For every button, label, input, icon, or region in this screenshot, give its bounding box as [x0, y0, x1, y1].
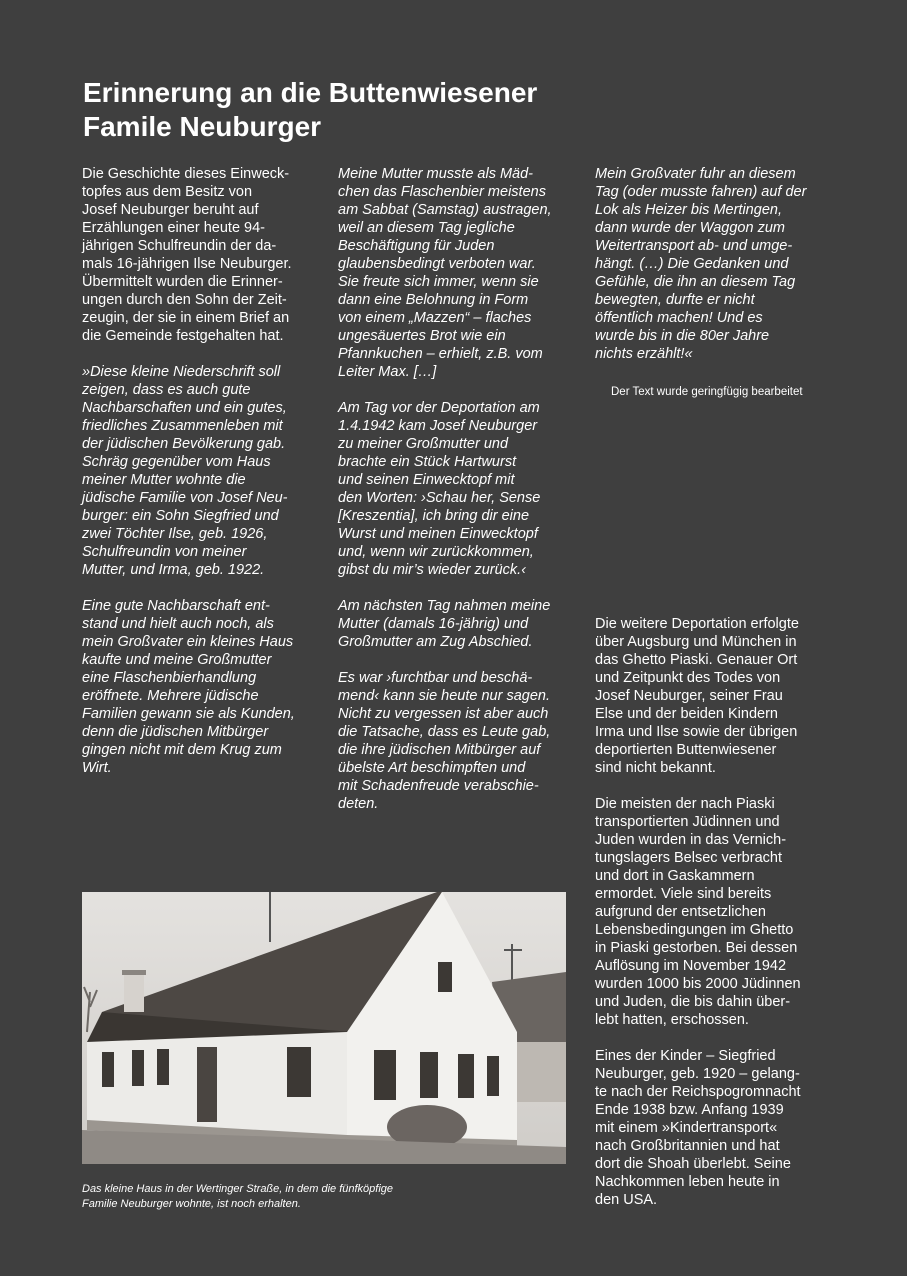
text-line: kaufte und meine Großmutter	[82, 652, 272, 668]
text-line: wurde bis in die 80er Jahre	[595, 328, 770, 344]
text-line: denn die jüdischen Mitbürger	[82, 724, 269, 740]
text-line: Familien gewann sie als Kunden,	[82, 706, 295, 722]
text-line: glaubensbedingt verboten war.	[338, 256, 536, 272]
text-line: Tag (oder musste fahren) auf der	[595, 184, 807, 200]
text-line: ungen durch den Sohn der Zeit-	[82, 292, 287, 308]
col2-paragraph-3	[338, 597, 573, 651]
text-line: Übermittelt wurden die Erinner-	[82, 274, 283, 290]
column-3	[595, 165, 835, 381]
text-line: der jüdischen Bevölkerung gab.	[82, 436, 286, 452]
text-line: Josef Neuburger, seiner Frau	[595, 688, 783, 704]
text-line: dort die Shoah überlebt. Seine	[595, 1156, 791, 1172]
text-line: die ihre jüdischen Mitbürger auf	[338, 742, 541, 758]
text-line: Großmutter am Zug Abschied.	[338, 634, 533, 650]
text-line: ermordet. Viele sind bereits	[595, 886, 772, 902]
text-line: Es war ›furchtbar und beschä-	[338, 670, 533, 686]
text-line: Josef Neuburger beruht auf	[82, 202, 259, 218]
text-line: Eine gute Nachbarschaft ent-	[82, 598, 270, 614]
text-line: Nachbarschaften und ein gutes,	[82, 400, 287, 416]
col3b-paragraph-1	[595, 615, 835, 777]
text-line: den USA.	[595, 1192, 658, 1208]
text-line: nach Großbritannien und hat	[595, 1138, 780, 1154]
text-line: Weitertransport ab- und umge-	[595, 238, 793, 254]
caption-line-2: Familie Neuburger wohnte, ist noch erhalten.	[82, 1198, 301, 1210]
text-line: Die meisten der nach Piaski	[595, 796, 775, 812]
text-line: brachte ein Stück Hartwurst	[338, 454, 517, 470]
text-line: burger: ein Sohn Siegfried und	[82, 508, 279, 524]
text-line: Gefühle, die ihn an diesem Tag	[595, 274, 796, 290]
text-line: öffentlich machen! Und es	[595, 310, 763, 326]
text-line: deportierten Buttenwiesener	[595, 742, 777, 758]
text-line: die Gemeinde festgehalten hat.	[82, 328, 284, 344]
text-line: Neuburger, geb. 1920 – gelang-	[595, 1066, 800, 1082]
text-line: Ende 1938 bzw. Anfang 1939	[595, 1102, 784, 1118]
text-line: mit Schadenfreude verabschie-	[338, 778, 539, 794]
text-line: Mein Großvater fuhr an diesem	[595, 166, 796, 182]
text-line: dann eine Belohnung in Form	[338, 292, 529, 308]
title-line-2: Famile Neuburger	[83, 111, 322, 142]
text-line: Schulfreundin von meiner	[82, 544, 247, 560]
text-line: weil an diesem Tag jegliche	[338, 220, 515, 236]
text-line: eine Flaschenbierhandlung	[82, 670, 257, 686]
text-line: Die weitere Deportation erfolgte	[595, 616, 799, 632]
text-line: Eines der Kinder – Siegfried	[595, 1048, 776, 1064]
text-line: Else und der beiden Kindern	[595, 706, 778, 722]
column-3-lower	[595, 615, 835, 1227]
text-line: »Diese kleine Niederschrift soll	[82, 364, 281, 380]
text-line: Mutter (damals 16-jährig) und	[338, 616, 529, 632]
photo-caption	[82, 1182, 482, 1212]
text-line: zeugin, der sie in einem Brief an	[82, 310, 290, 326]
col2-paragraph-4	[338, 669, 573, 813]
text-line: topfes aus dem Besitz von	[82, 184, 253, 200]
text-line: te nach der Reichspogromnacht	[595, 1084, 801, 1100]
page-title	[83, 76, 643, 144]
title-line-1: Erinnerung an die Buttenwiesener	[83, 77, 538, 108]
col1-paragraph-2	[82, 363, 317, 579]
text-line: 1.4.1942 kam Josef Neuburger	[338, 418, 538, 434]
text-line: bewegten, durfte er nicht	[595, 292, 755, 308]
text-line: Irma und Ilse sowie der übrigen	[595, 724, 798, 740]
text-line: gingen nicht mit dem Krug zum	[82, 742, 282, 758]
house-photo-illustration	[82, 892, 566, 1164]
text-line: ungesäuertes Brot wie ein	[338, 328, 506, 344]
text-line: Wirt.	[82, 760, 112, 776]
text-line: hängt. (…) Die Gedanken und	[595, 256, 789, 272]
text-line: tungslagers Belsec verbracht	[595, 850, 782, 866]
column-2	[338, 165, 573, 831]
text-line: Auflösung im November 1942	[595, 958, 787, 974]
text-line: chen das Flaschenbier meistens	[338, 184, 546, 200]
text-line: zu meiner Großmutter und	[338, 436, 509, 452]
text-line: [Kreszentia], ich bring dir eine	[338, 508, 530, 524]
text-line: den Worten: ›Schau her, Sense	[338, 490, 541, 506]
text-line: Meine Mutter musste als Mäd-	[338, 166, 534, 182]
text-line: jährigen Schulfreundin der da-	[82, 238, 277, 254]
text-line: Wurst und meinen Einwecktopf	[338, 526, 538, 542]
text-line: Die Geschichte dieses Einweck-	[82, 166, 290, 182]
text-line: mit einem »Kindertransport«	[595, 1120, 778, 1136]
editorial-note: Der Text wurde geringfügig bearbeitet	[611, 386, 803, 398]
text-line: am Sabbat (Samstag) austragen,	[338, 202, 552, 218]
text-line: das Ghetto Piaski. Genauer Ort	[595, 652, 798, 668]
text-line: Juden wurden in das Vernich-	[595, 832, 787, 848]
text-line: lebt hatten, erschossen.	[595, 1012, 749, 1028]
text-line: Schräg gegenüber vom Haus	[82, 454, 271, 470]
text-line: Sie freute sich immer, wenn sie	[338, 274, 539, 290]
text-line: Beschäftigung für Juden	[338, 238, 495, 254]
text-line: friedliches Zusammenleben mit	[82, 418, 283, 434]
text-line: zeigen, dass es auch gute	[82, 382, 251, 398]
text-line: eröffnete. Mehrere jüdische	[82, 688, 259, 704]
text-line: transportierten Jüdinnen und	[595, 814, 780, 830]
text-line: und seinen Einwecktopf mit	[338, 472, 515, 488]
column-1	[82, 165, 317, 795]
text-line: Mutter, und Irma, geb. 1922.	[82, 562, 265, 578]
text-line: und, wenn wir zurückkommen,	[338, 544, 534, 560]
col3b-paragraph-3	[595, 1047, 835, 1209]
text-line: jüdische Familie von Josef Neu-	[82, 490, 288, 506]
text-line: Nachkommen leben heute in	[595, 1174, 780, 1190]
text-line: Lok als Heizer bis Mertingen,	[595, 202, 782, 218]
caption-line-1: Das kleine Haus in der Wertinger Straße, in dem die fünfköpfige	[82, 1183, 394, 1195]
text-line: Nicht zu vergessen ist aber auch	[338, 706, 549, 722]
text-line: aufgrund der entsetzlichen	[595, 904, 766, 920]
col2-paragraph-1	[338, 165, 573, 381]
text-line: mals 16-jährigen Ilse Neuburger.	[82, 256, 292, 272]
text-line: und dort in Gaskammern	[595, 868, 755, 884]
text-line: meiner Mutter wohnte die	[82, 472, 246, 488]
text-line: dann wurde der Waggon zum	[595, 220, 785, 236]
text-line: über Augsburg und München in	[595, 634, 797, 650]
text-line: Erzählungen einer heute 94-	[82, 220, 265, 236]
text-line: Leiter Max. […]	[338, 364, 437, 380]
text-line: von einem „Mazzen“ – flaches	[338, 310, 532, 326]
col1-paragraph-1	[82, 165, 317, 345]
text-line: Pfannkuchen – erhielt, z.B. vom	[338, 346, 543, 362]
text-line: in Piaski gestorben. Bei dessen	[595, 940, 798, 956]
text-line: übelste Art beschimpften und	[338, 760, 526, 776]
text-line: Am nächsten Tag nahmen meine	[338, 598, 551, 614]
text-line: mein Großvater ein kleines Haus	[82, 634, 294, 650]
col3b-paragraph-2	[595, 795, 835, 1029]
text-line: nichts erzählt!«	[595, 346, 693, 362]
text-line: und Zeitpunkt des Todes von	[595, 670, 781, 686]
text-line: die Tatsache, dass es Leute gab,	[338, 724, 551, 740]
text-line: gibst du mir’s wieder zurück.‹	[338, 562, 527, 578]
col3-paragraph-1	[595, 165, 835, 363]
text-line: Am Tag vor der Deportation am	[338, 400, 540, 416]
text-line: stand und hielt auch noch, als	[82, 616, 274, 632]
text-line: zwei Töchter Ilse, geb. 1926,	[82, 526, 268, 542]
col2-paragraph-2	[338, 399, 573, 579]
col1-paragraph-3	[82, 597, 317, 777]
text-line: mend‹ kann sie heute nur sagen.	[338, 688, 550, 704]
text-line: und Juden, die bis dahin über-	[595, 994, 791, 1010]
text-line: Lebensbedingungen im Ghetto	[595, 922, 794, 938]
text-line: sind nicht bekannt.	[595, 760, 716, 776]
text-line: wurden 1000 bis 2000 Jüdinnen	[595, 976, 801, 992]
house-photo	[82, 892, 566, 1164]
text-line: deten.	[338, 796, 379, 812]
